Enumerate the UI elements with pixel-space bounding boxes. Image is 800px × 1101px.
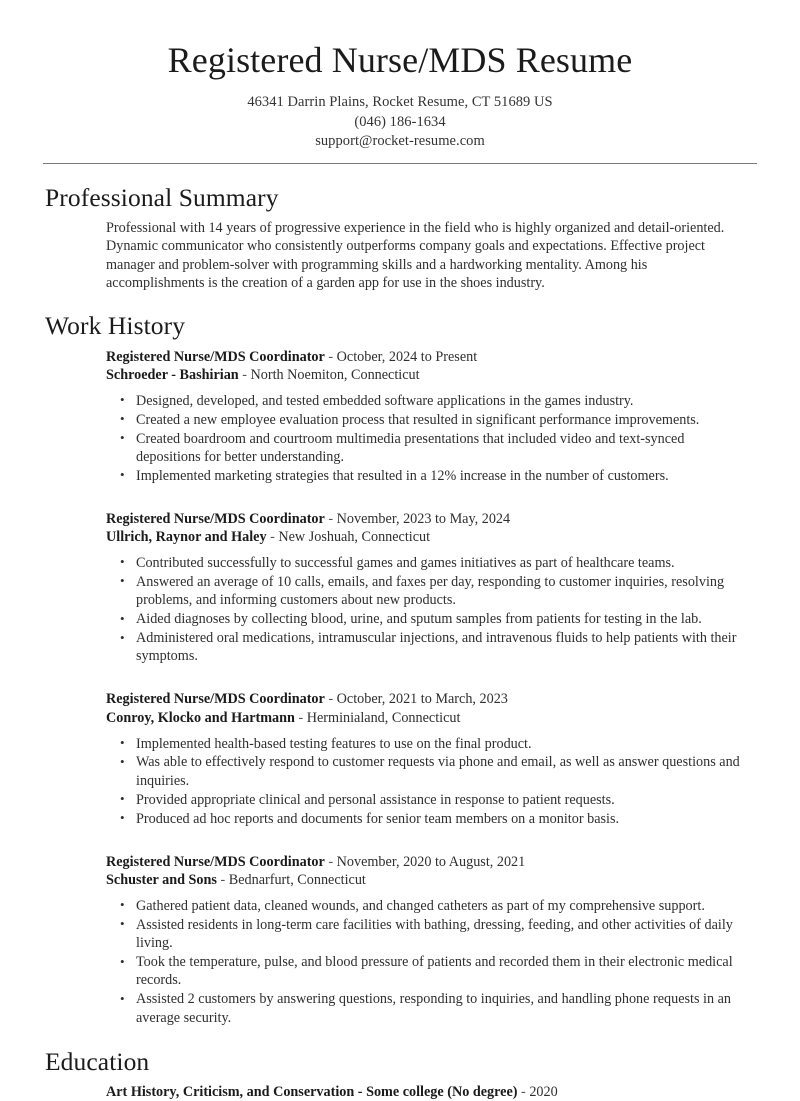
job-bullet-list [106, 728, 755, 829]
job-title-line [106, 510, 755, 529]
job-entry [106, 486, 755, 666]
separator-dash: - [324, 510, 337, 527]
separator-dash: - [238, 367, 251, 384]
separator-dash: - [324, 348, 337, 365]
job-location: New Joshuah, Connecticut [278, 529, 431, 546]
separator-dash: - [294, 709, 307, 726]
separator-dash: - [324, 691, 337, 708]
page-title: Registered Nurse/MDS Resume [167, 40, 633, 80]
job-title-line [106, 690, 755, 709]
job-bullet: • Created a new employee evaluation process that resulted in significant performance improvements. [117, 411, 747, 429]
job-bullet: • Implemented marketing strategies that resulted in a 12% increase in the number of customers. [117, 467, 747, 485]
job-title: Registered Nurse/MDS Coordinator [106, 853, 325, 870]
job-entry [106, 348, 755, 486]
separator-dash: - [266, 529, 279, 546]
job-company-line [106, 366, 755, 385]
job-company-line [106, 528, 755, 547]
job-title: Registered Nurse/MDS Coordinator [106, 691, 325, 708]
work-history-body [45, 341, 755, 1028]
job-list [106, 348, 755, 1028]
job-company-line [106, 709, 755, 728]
job-bullet: • Produced ad hoc reports and documents for senior team members on a monitor basis. [117, 810, 747, 828]
section-professional-summary [0, 164, 800, 293]
job-entry [106, 666, 755, 828]
job-title-line [106, 348, 755, 367]
separator-dash: - [324, 853, 337, 870]
job-bullet: • Took the temperature, pulse, and blood pressure of patients and recorded them in their electronic medical records. [117, 953, 747, 990]
job-bullet-list [106, 547, 755, 666]
job-company: Schroeder - Bashirian [106, 367, 239, 384]
job-bullet: • Designed, developed, and tested embedded software applications in the games industry. [117, 392, 747, 410]
job-bullet: • Was able to effectively respond to customer requests via phone and email, as well as answer questions and inquiries. [117, 753, 747, 790]
section-heading-professional-summary: Professional Summary [45, 182, 279, 212]
job-bullet: • Assisted residents in long-term care facilities with bathing, dressing, feeding, and other activities of daily living. [117, 916, 747, 953]
separator-dash: - [517, 1083, 530, 1100]
job-bullet: • Gathered patient data, cleaned wounds, and changed catheters as part of my comprehensive support. [117, 897, 747, 915]
job-bullet: • Administered oral medications, intramuscular injections, and intravenous fluids to help patients with their symptoms. [117, 629, 747, 666]
contact-address: 46341 Darrin Plains, Rocket Resume, CT 51689 US [247, 94, 553, 111]
job-bullet: • Answered an average of 10 calls, emails, and faxes per day, responding to customer inquiries, resolving problems, and informing customers about new products. [117, 573, 747, 610]
job-dates: November, 2020 to August, 2021 [336, 853, 526, 870]
job-bullet-list [106, 385, 755, 486]
job-title: Registered Nurse/MDS Coordinator [106, 348, 325, 365]
job-bullet-list [106, 890, 755, 1027]
contact-phone: (046) 186-1634 [354, 113, 446, 130]
education-program: Art History, Criticism, and Conservation - Some college (No degree) [106, 1083, 518, 1100]
education-body [45, 1076, 755, 1101]
section-work-history [0, 292, 800, 1027]
job-location: North Noemiton, Connecticut [250, 367, 420, 384]
section-heading-education: Education [45, 1046, 150, 1076]
job-bullet: • Contributed successfully to successful games and games initiatives as part of healthcare teams. [117, 554, 747, 572]
professional-summary-body [45, 212, 755, 293]
professional-summary-text: Professional with 14 years of progressive experience in the field who is highly organized and detail-oriented. Dynamic communicator who consistently outperforms company goals and expectations. Effective project manager and problem-solver with programming skills and a hardworking mentality. Among his accomplishments is the creation of a garden app for use in the shoes industry. [106, 219, 725, 292]
job-bullet: • Assisted 2 customers by answering questions, responding to inquiries, and handling phone requests in an average security. [117, 990, 747, 1027]
job-bullet: • Provided appropriate clinical and personal assistance in response to patient requests. [117, 791, 747, 809]
job-dates: October, 2021 to March, 2023 [336, 691, 508, 708]
job-location: Herminialand, Connecticut [306, 709, 461, 726]
job-location: Bednarfurt, Connecticut [228, 872, 366, 889]
job-bullet: • Created boardroom and courtroom multimedia presentations that included video and text-synced depositions for better understanding. [117, 430, 747, 467]
contact-email: support@rocket-resume.com [315, 133, 485, 150]
job-bullet: • Aided diagnoses by collecting blood, urine, and sputum samples from patients for testing in the lab. [117, 610, 747, 628]
education-year: 2020 [529, 1083, 558, 1100]
job-dates: October, 2024 to Present [336, 348, 478, 365]
contact-block [0, 80, 800, 152]
section-heading-work-history: Work History [45, 311, 186, 341]
section-education [0, 1028, 800, 1101]
education-entry [106, 1083, 755, 1101]
job-title: Registered Nurse/MDS Coordinator [106, 510, 325, 527]
job-company: Schuster and Sons [106, 872, 217, 889]
education-list [106, 1083, 755, 1101]
job-dates: November, 2023 to May, 2024 [336, 510, 511, 527]
job-bullet: • Implemented health-based testing features to use on the final product. [117, 735, 747, 753]
separator-dash: - [216, 872, 229, 889]
job-company: Conroy, Klocko and Hartmann [106, 709, 295, 726]
job-company: Ullrich, Raynor and Haley [106, 529, 267, 546]
job-entry [106, 829, 755, 1028]
job-title-line [106, 853, 755, 872]
job-company-line [106, 871, 755, 890]
